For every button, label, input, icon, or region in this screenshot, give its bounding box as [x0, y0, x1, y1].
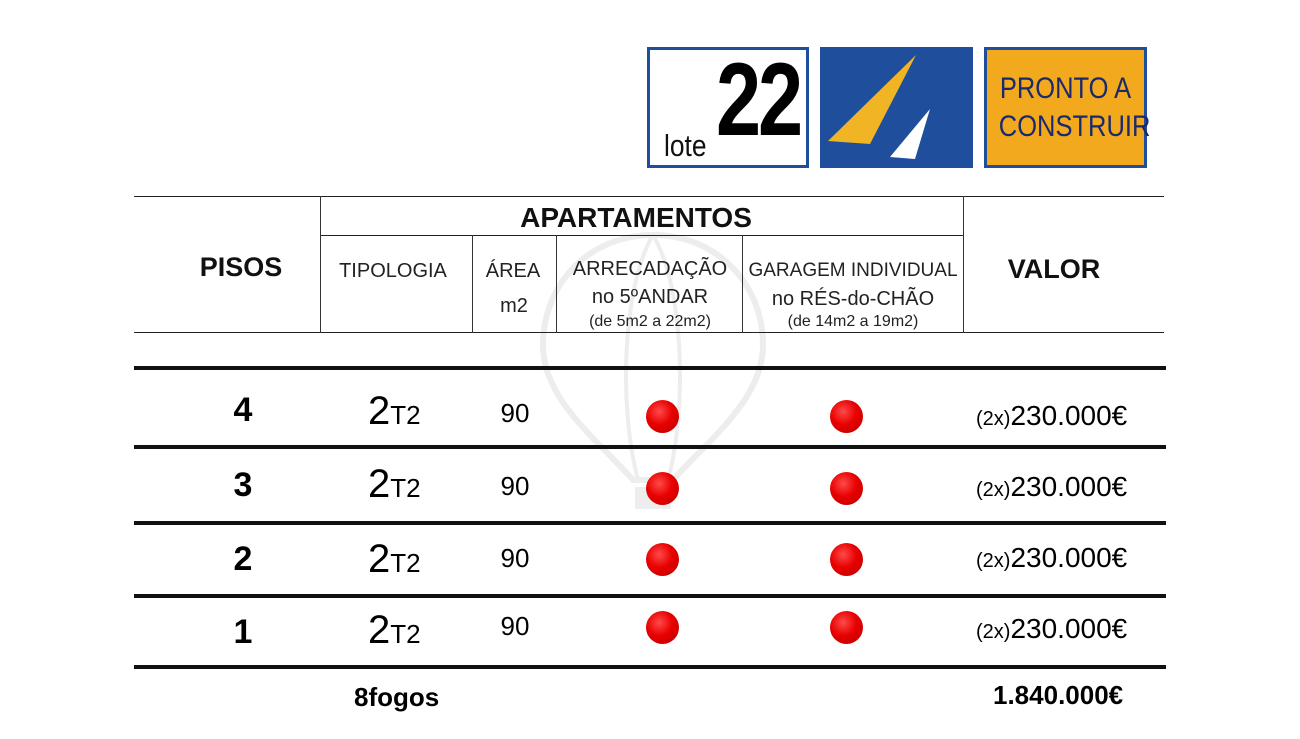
row-tipologia — [368, 389, 421, 434]
row-area: 90 — [500, 398, 530, 428]
header-sub-rule — [320, 235, 963, 236]
tipologia-type: T2 — [390, 400, 421, 430]
pronto-construir-badge — [984, 47, 1151, 168]
row-valor — [976, 613, 1127, 645]
tipologia-count: 2 — [368, 608, 391, 652]
garagem-indicator — [830, 400, 863, 433]
row-piso: 4 — [233, 391, 253, 429]
header-top-rule — [134, 196, 1164, 197]
row-area: 90 — [500, 543, 530, 573]
row-rule — [134, 445, 1166, 449]
tipologia-header: TIPOLOGIA — [339, 260, 447, 282]
row-rule — [134, 665, 1166, 669]
row-piso: 2 — [233, 540, 253, 578]
pronto-line-1: PRONTO A — [999, 72, 1132, 105]
area-header: ÁREA — [485, 260, 541, 282]
valor-header: VALOR — [1007, 254, 1101, 284]
total-fogos: 8fogos — [354, 682, 440, 712]
pisos-header: PISOS — [199, 252, 283, 282]
arrecadacao-indicator — [646, 611, 679, 644]
header-divider — [320, 196, 321, 333]
row-rule — [134, 594, 1166, 598]
valor-amount: 230.000€ — [1010, 613, 1128, 644]
lote-badge — [647, 42, 809, 168]
arrecadacao-header: ARRECADAÇÃO — [572, 258, 728, 280]
arrecadacao-indicator — [646, 543, 679, 576]
garagem-location: no RÉS-do-CHÃO — [771, 288, 935, 310]
row-rule — [134, 521, 1166, 525]
row-valor — [976, 471, 1127, 503]
valor-multiplier: (2x) — [976, 550, 1011, 572]
header-divider — [556, 235, 557, 333]
row-rule — [134, 366, 1166, 370]
tipologia-type: T2 — [390, 548, 421, 578]
row-tipologia — [368, 608, 421, 653]
tipologia-type: T2 — [390, 619, 421, 649]
garagem-header: GARAGEM INDIVIDUAL — [748, 260, 958, 281]
company-logo — [820, 47, 973, 168]
lote-number: 22 — [716, 42, 800, 158]
arrecadacao-indicator — [646, 400, 679, 433]
arrecadacao-indicator — [646, 472, 679, 505]
garagem-size: (de 14m2 a 19m2) — [787, 313, 919, 330]
valor-multiplier: (2x) — [976, 621, 1011, 643]
garagem-indicator — [830, 543, 863, 576]
valor-multiplier: (2x) — [976, 479, 1011, 501]
arrecadacao-location: no 5ºANDAR — [591, 286, 709, 308]
header-bottom-rule — [134, 332, 1164, 333]
arrecadacao-size: (de 5m2 a 22m2) — [589, 313, 711, 330]
row-valor — [976, 542, 1127, 574]
valor-amount: 230.000€ — [1010, 542, 1128, 573]
valor-amount: 230.000€ — [1010, 400, 1128, 431]
total-valor: 1.840.000€ — [993, 680, 1124, 710]
row-area: 90 — [500, 611, 530, 641]
garagem-indicator — [830, 472, 863, 505]
row-valor — [976, 400, 1127, 432]
header-divider — [472, 235, 473, 333]
lote-label: lote — [664, 128, 707, 163]
sail-logo-icon — [820, 47, 973, 168]
row-piso: 3 — [233, 466, 253, 504]
header-divider — [963, 196, 964, 333]
valor-amount: 230.000€ — [1010, 471, 1128, 502]
row-tipologia — [368, 462, 421, 507]
apartamentos-header: APARTAMENTOS — [520, 202, 752, 233]
tipologia-count: 2 — [368, 462, 391, 506]
tipologia-count: 2 — [368, 389, 391, 433]
valor-multiplier: (2x) — [976, 408, 1011, 430]
row-piso: 1 — [233, 613, 253, 651]
pronto-line-2: CONSTRUIR — [998, 110, 1151, 143]
header-divider — [742, 235, 743, 333]
tipologia-count: 2 — [368, 537, 391, 581]
garagem-indicator — [830, 611, 863, 644]
row-tipologia — [368, 537, 421, 582]
area-unit-header: m2 — [500, 295, 528, 317]
pronto-text — [998, 70, 1151, 146]
row-area: 90 — [500, 471, 530, 501]
tipologia-type: T2 — [390, 473, 421, 503]
